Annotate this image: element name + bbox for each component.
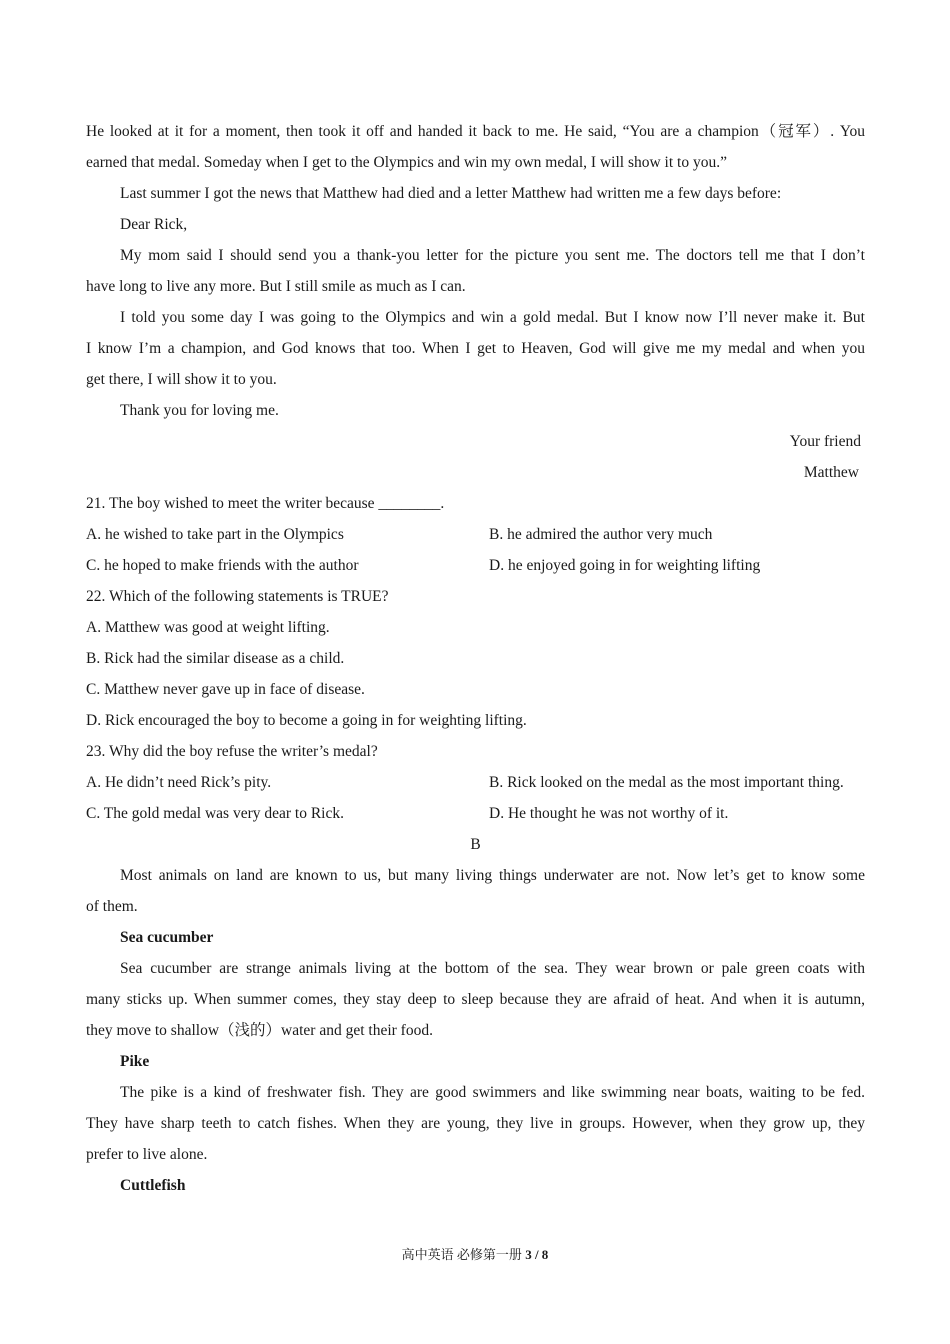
passage-line: have long to live any more. But I still smile as much as I can. [86, 278, 466, 295]
option-b: B. Rick had the similar disease as a child. [86, 650, 345, 667]
question-stem: 21. The boy wished to meet the writer because ________. [86, 495, 445, 512]
letter-signature: Matthew [803, 464, 859, 481]
passage-line: earned that medal. Someday when I get to the Olympics and win my own medal, I will show it to you.” [86, 154, 727, 171]
passage-line: they move to shallow（浅的）water and get their food. [86, 1022, 433, 1039]
passage-line: He looked at it for a moment, then took it off and handed it back to me. He said, “You are a champion（冠军）. You [86, 123, 865, 140]
option-d: D. he enjoyed going in for weighting lifting [489, 557, 761, 574]
options-row [86, 550, 865, 581]
page-footer [0, 1246, 950, 1264]
option-a: A. Matthew was good at weight lifting. [86, 619, 330, 636]
passage-line: many sticks up. When summer comes, they stay deep to sleep because they are afraid of heat. And when it is autumn, [86, 991, 865, 1008]
section-heading: Cuttlefish [120, 1177, 186, 1194]
option-a: A. He didn’t need Rick’s pity. [86, 774, 272, 791]
letter-salutation: Dear Rick, [120, 216, 188, 233]
passage-line: I know I’m a champion, and God knows that too. When I get to Heaven, God will give me my medal and when you [86, 340, 865, 357]
passage-line: prefer to live alone. [86, 1146, 208, 1163]
option-b: B. Rick looked on the medal as the most important thing. [489, 774, 844, 791]
option-c: C. The gold medal was very dear to Rick. [86, 805, 344, 822]
section-heading: Pike [120, 1053, 150, 1070]
question-stem: 23. Why did the boy refuse the writer’s medal? [86, 743, 378, 760]
passage-line: Most animals on land are known to us, but many living things underwater are not. Now let’s get to know some [120, 867, 865, 884]
option-a: A. he wished to take part in the Olympics [86, 526, 344, 543]
section-heading: Sea cucumber [120, 929, 214, 946]
passage-line: The pike is a kind of freshwater fish. They are good swimmers and like swimming near boats, waiting to be fed. [120, 1084, 865, 1101]
option-d: D. He thought he was not worthy of it. [489, 805, 729, 822]
page-content [86, 116, 865, 1201]
passage-line: Thank you for loving me. [120, 402, 279, 419]
question-stem: 22. Which of the following statements is TRUE? [86, 588, 389, 605]
passage-line: Sea cucumber are strange animals living at the bottom of the sea. They wear brown or pale green coats with [120, 960, 865, 977]
option-b: B. he admired the author very much [489, 526, 713, 543]
option-d: D. Rick encouraged the boy to become a going in for weighting lifting. [86, 712, 527, 729]
passage-line: Last summer I got the news that Matthew had died and a letter Matthew had written me a few days before: [120, 185, 782, 202]
section-label: B [470, 836, 481, 853]
options-row [86, 798, 865, 829]
options-row [86, 519, 865, 550]
options-row [86, 767, 865, 798]
passage-line: get there, I will show it to you. [86, 371, 277, 388]
option-c: C. he hoped to make friends with the author [86, 557, 359, 574]
passage-line: of them. [86, 898, 138, 915]
page-number: 3 / 8 [525, 1247, 549, 1262]
letter-closing: Your friend [789, 433, 861, 450]
passage-line: They have sharp teeth to catch fishes. When they are young, they live in groups. However, when they grow up, they [86, 1115, 865, 1132]
passage-line: I told you some day I was going to the Olympics and win a gold medal. But I know now I’ll never make it. But [120, 309, 865, 326]
option-c: C. Matthew never gave up in face of disease. [86, 681, 365, 698]
passage-line: My mom said I should send you a thank-you letter for the picture you sent me. The doctors tell me that I don’t [120, 247, 865, 264]
footer-label: 高中英语 必修第一册 [401, 1247, 522, 1262]
